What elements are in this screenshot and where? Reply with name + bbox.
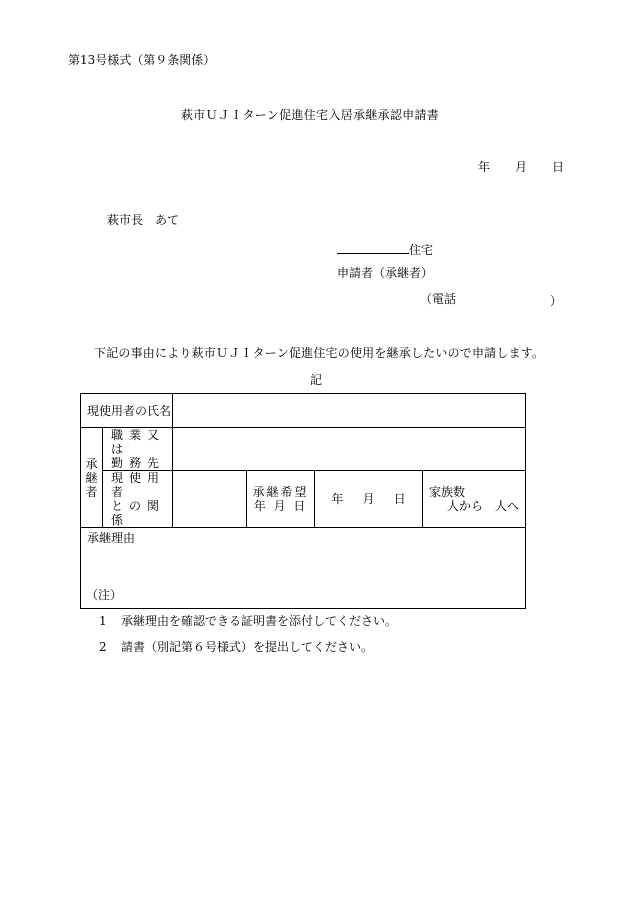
applicant-label: 申請者（承継者） (337, 266, 434, 280)
phone-open: （電話 (420, 292, 457, 306)
date-day: 日 (552, 160, 565, 174)
note-1-text: 承継理由を確認できる証明書を添付してください。 (121, 614, 398, 628)
successor-label: 承 継 者 (81, 428, 103, 528)
note-1-number: 1 (99, 614, 107, 628)
occupation-field[interactable] (173, 428, 526, 471)
row-reason (81, 528, 526, 609)
notes-heading: （注） (86, 588, 123, 602)
phone-close: ） (550, 294, 563, 308)
desired-date-label: 承継希望 年 月 日 (247, 471, 315, 528)
row-relation (81, 471, 526, 528)
form-number: 第13号様式（第９条関係） (68, 53, 216, 67)
current-user-name-field[interactable] (173, 394, 526, 428)
addressee: 萩市長 あて (107, 213, 180, 227)
relation-label: 現使用者 との関係 (103, 471, 173, 528)
note-2-text: 請書（別記第６号様式）を提出してください。 (121, 640, 374, 654)
relation-field[interactable] (173, 471, 247, 528)
occupation-label: 職業又は 勤務先 (103, 428, 173, 471)
row-current-user (81, 394, 526, 428)
housing-blank (337, 241, 409, 254)
application-table (80, 393, 526, 609)
ki-label: 記 (310, 373, 323, 387)
body-text: 下記の事由により萩市ＵＪＩターン促進住宅の使用を継承したいので申請します。 (94, 346, 545, 360)
date-year: 年 (478, 160, 491, 174)
reason-label: 承継理由 (87, 531, 136, 545)
desired-date-field[interactable]: 年 月 日 (315, 471, 423, 528)
housing-suffix: 住宅 (409, 243, 434, 257)
current-user-name-label: 現使用者の氏名 (81, 394, 173, 428)
reason-field[interactable] (81, 528, 526, 609)
note-2-number: 2 (99, 640, 107, 654)
applicant-housing-line (337, 241, 433, 257)
document-title: 萩市ＵＪＩターン促進住宅入居承継承認申請書 (181, 108, 440, 122)
date-month: 月 (515, 160, 528, 174)
row-occupation (81, 428, 526, 471)
family-count-field[interactable]: 家族数 人から 人へ (423, 471, 526, 528)
